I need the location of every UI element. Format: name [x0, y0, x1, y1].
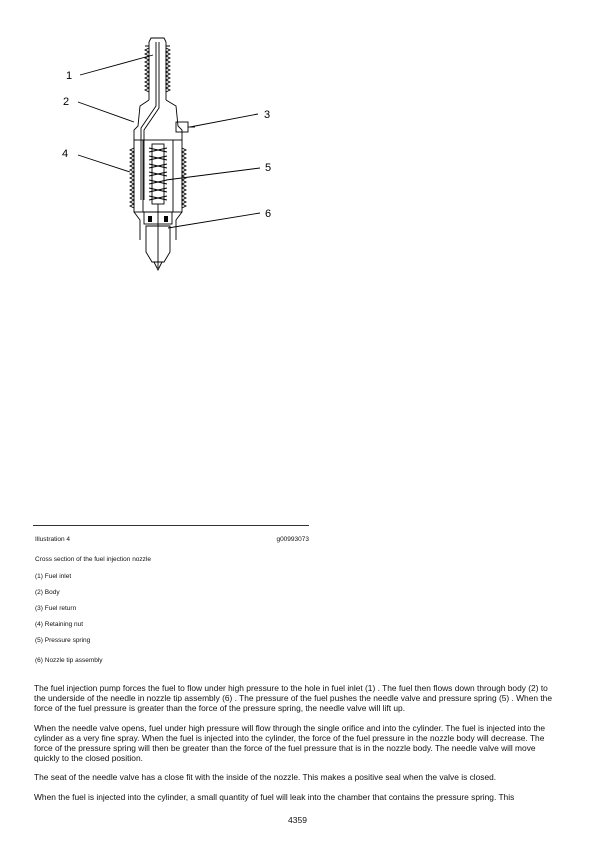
caption-rule	[33, 525, 309, 526]
callout-4: 4	[62, 148, 69, 160]
callout-5: 5	[265, 162, 272, 174]
paragraph: When the fuel is injected into the cylinder, a small quantity of fuel will leak into the chamber that contains the pressure spring. This	[34, 791, 515, 802]
illustration-label: Illustration 4	[35, 536, 71, 543]
paragraph: The fuel injection pump forces the fuel to flow under high pressure to the hole in fuel inlet (1) . The fuel then flows down through body (2) to the underside of the needle in nozzle tip assembly (6) . The pressure of the fuel pushes the needle valve and pressure spring (5) . When the force of the fuel pressure is greater than the force of the pressure spring, the needle valve will lift up.	[34, 683, 553, 714]
nozzle-diagram	[60, 30, 300, 280]
paragraph: When the needle valve opens, fuel under high pressure will flow through the single orifice and into the cylinder. The fuel is injected into the cylinder as a very fine spray. When the fuel is injected into the cylinder, the force of the fuel pressure in the nozzle body will decrease. The force of the pressure spring will then be greater than the force of the fuel pressure that is in the nozzle body. The needle valve will move quickly to the closed position.	[34, 722, 546, 764]
legend-item-fuel-inlet: (1) Fuel inlet	[35, 573, 72, 580]
callout-1: 1	[66, 70, 73, 82]
page-number: 4359	[288, 815, 307, 825]
legend-item-retaining-nut: (4) Retaining nut	[35, 621, 84, 628]
legend-item-body: (2) Body	[35, 589, 60, 596]
body-text	[34, 683, 554, 811]
legend-list	[35, 573, 103, 673]
illustration-title: Cross section of the fuel injection nozzle	[35, 556, 151, 563]
callout-3: 3	[264, 109, 271, 121]
illustration-code: g00993073	[276, 536, 309, 543]
callout-6: 6	[265, 208, 272, 220]
paragraph: The seat of the needle valve has a close fit with the inside of the nozzle. This makes a positive seal when the valve is closed.	[34, 772, 497, 783]
callout-2: 2	[63, 96, 70, 108]
legend-item-pressure-spring: (5) Pressure spring	[35, 637, 91, 644]
legend-item-nozzle-tip: (6) Nozzle tip assembly	[35, 657, 103, 664]
nozzle-cross-section-figure	[60, 30, 300, 280]
legend-item-fuel-return: (3) Fuel return	[35, 605, 77, 612]
